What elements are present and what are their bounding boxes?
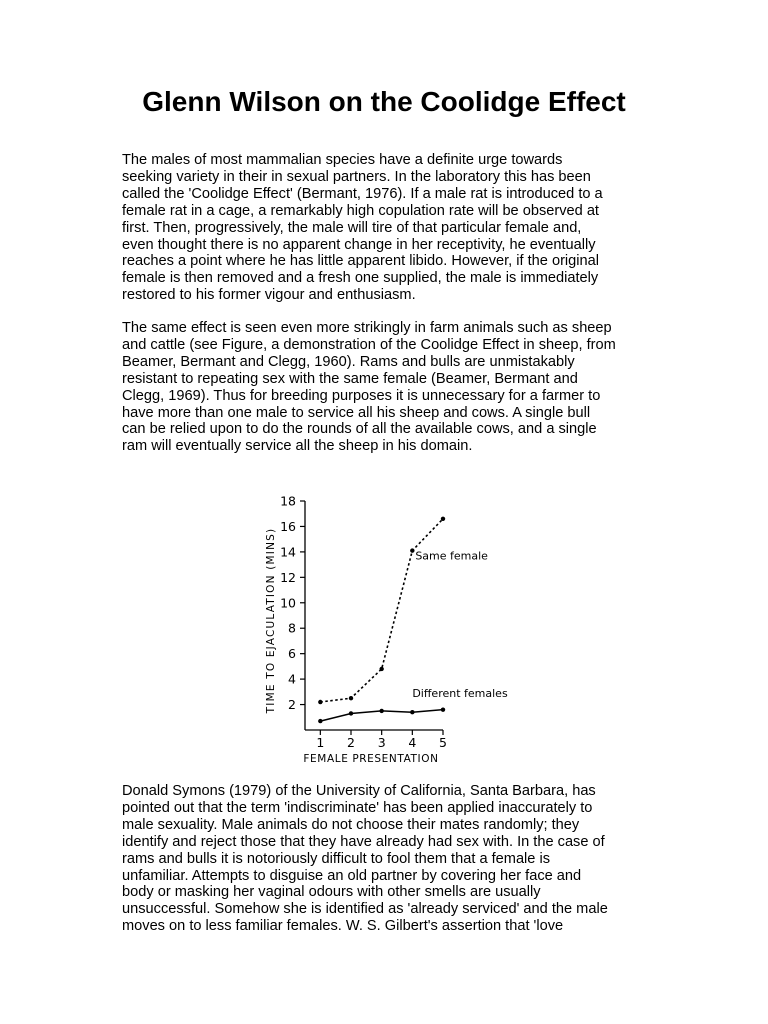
text-line: moves on to less familiar females. W. S. Gilbert's assertion that 'love	[122, 918, 564, 935]
x-axis-label: FEMALE PRESENTATION	[303, 753, 439, 765]
data-point-different-females	[318, 719, 322, 723]
text-line: seeking variety in their in sexual partners. In the laboratory this has been	[122, 168, 591, 185]
text-line: female is then removed and a fresh one supplied, the male is immediately	[122, 270, 599, 287]
text-line: reaches a point where he has little apparent libido. However, if the original	[122, 253, 600, 270]
text-line: can be relied upon to do the rounds of all the available cows, and a single	[122, 421, 597, 438]
text-line: even thought there is no apparent change in her receptivity, he eventually	[122, 236, 596, 253]
y-axis-label: TIME TO EJACULATION (MINS)	[265, 527, 277, 714]
text-line: identify and reject those that they have already had sex with. In the case of	[122, 833, 605, 850]
text-line: pointed out that the term 'indiscriminate' has been applied inaccurately to	[122, 799, 593, 816]
text-line: Beamer, Bermant and Clegg, 1960). Rams and bulls are unmistakably	[122, 353, 575, 370]
y-tick-label: 10	[280, 595, 296, 611]
text-line: unsuccessful. Somehow she is identified as 'already serviced' and the male	[122, 901, 608, 918]
text-line: unfamiliar. Attempts to disguise an old partner by covering her face and	[122, 867, 582, 884]
page-title: Glenn Wilson on the Coolidge Effect	[142, 86, 626, 117]
text-line: ram will eventually service all the sheep in his domain.	[122, 438, 473, 455]
text-line: have more than one male to service all his sheep and cows. A single bull	[122, 404, 591, 421]
y-tick-label: 12	[280, 569, 296, 585]
data-point-different-females	[410, 710, 414, 714]
paragraph-3	[122, 783, 652, 935]
data-point-same-female	[349, 696, 353, 700]
text-line: female rat in a cage, a remarkably high copulation rate will be observed at	[122, 202, 599, 219]
y-tick-label: 14	[280, 544, 296, 560]
data-point-different-females	[379, 709, 383, 713]
x-tick-label: 4	[408, 735, 417, 750]
series-line-same-female	[320, 519, 443, 702]
text-line: The same effect is seen even more strikingly in farm animals such as sheep	[122, 320, 612, 336]
text-line: The males of most mammalian species have a definite urge towards	[122, 152, 563, 168]
text-line: Clegg, 1969). Thus for breeding purposes it is unnecessary for a farmer to	[122, 387, 601, 404]
series-label-same-female: Same female	[415, 549, 488, 563]
coolidge-effect-chart	[250, 488, 508, 778]
x-tick-label: 2	[347, 735, 355, 750]
y-tick-label: 2	[288, 697, 296, 713]
y-tick-label: 8	[288, 620, 296, 636]
y-tick-label: 16	[280, 518, 296, 534]
text-line: restored to his former vigour and enthusiasm.	[122, 287, 416, 304]
data-point-different-females	[441, 707, 445, 711]
y-tick-label: 18	[280, 493, 296, 509]
x-tick-label: 5	[439, 735, 447, 750]
text-line: and cattle (see Figure, a demonstration of the Coolidge Effect in sheep, from	[122, 336, 616, 353]
y-tick-label: 6	[288, 646, 296, 662]
paragraph-2	[122, 320, 652, 455]
text-line: resistant to repeating sex with the same female (Beamer, Bermant and	[122, 370, 578, 387]
x-tick-label: 3	[377, 735, 386, 750]
data-point-same-female	[410, 548, 414, 552]
paragraph-1	[122, 152, 652, 304]
text-line: body or masking her vaginal odours with other smells are usually	[122, 884, 541, 901]
data-point-same-female	[379, 667, 383, 671]
text-line: Donald Symons (1979) of the University of California, Santa Barbara, has	[122, 783, 596, 799]
y-tick-label: 4	[288, 671, 296, 687]
text-line: called the 'Coolidge Effect' (Bermant, 1976). If a male rat is introduced to a	[122, 185, 603, 202]
text-line: rams and bulls it is notoriously difficult to fool them that a female is	[122, 850, 551, 867]
text-line: male sexuality. Male animals do not choose their mates randomly; they	[122, 816, 580, 833]
data-point-same-female	[318, 700, 322, 704]
series-label-different-females: Different females	[412, 686, 508, 700]
data-point-same-female	[441, 517, 445, 521]
data-point-different-females	[349, 711, 353, 715]
x-tick-label: 1	[316, 735, 325, 750]
text-line: first. Then, progressively, the male will tire of that particular female and,	[122, 219, 582, 236]
